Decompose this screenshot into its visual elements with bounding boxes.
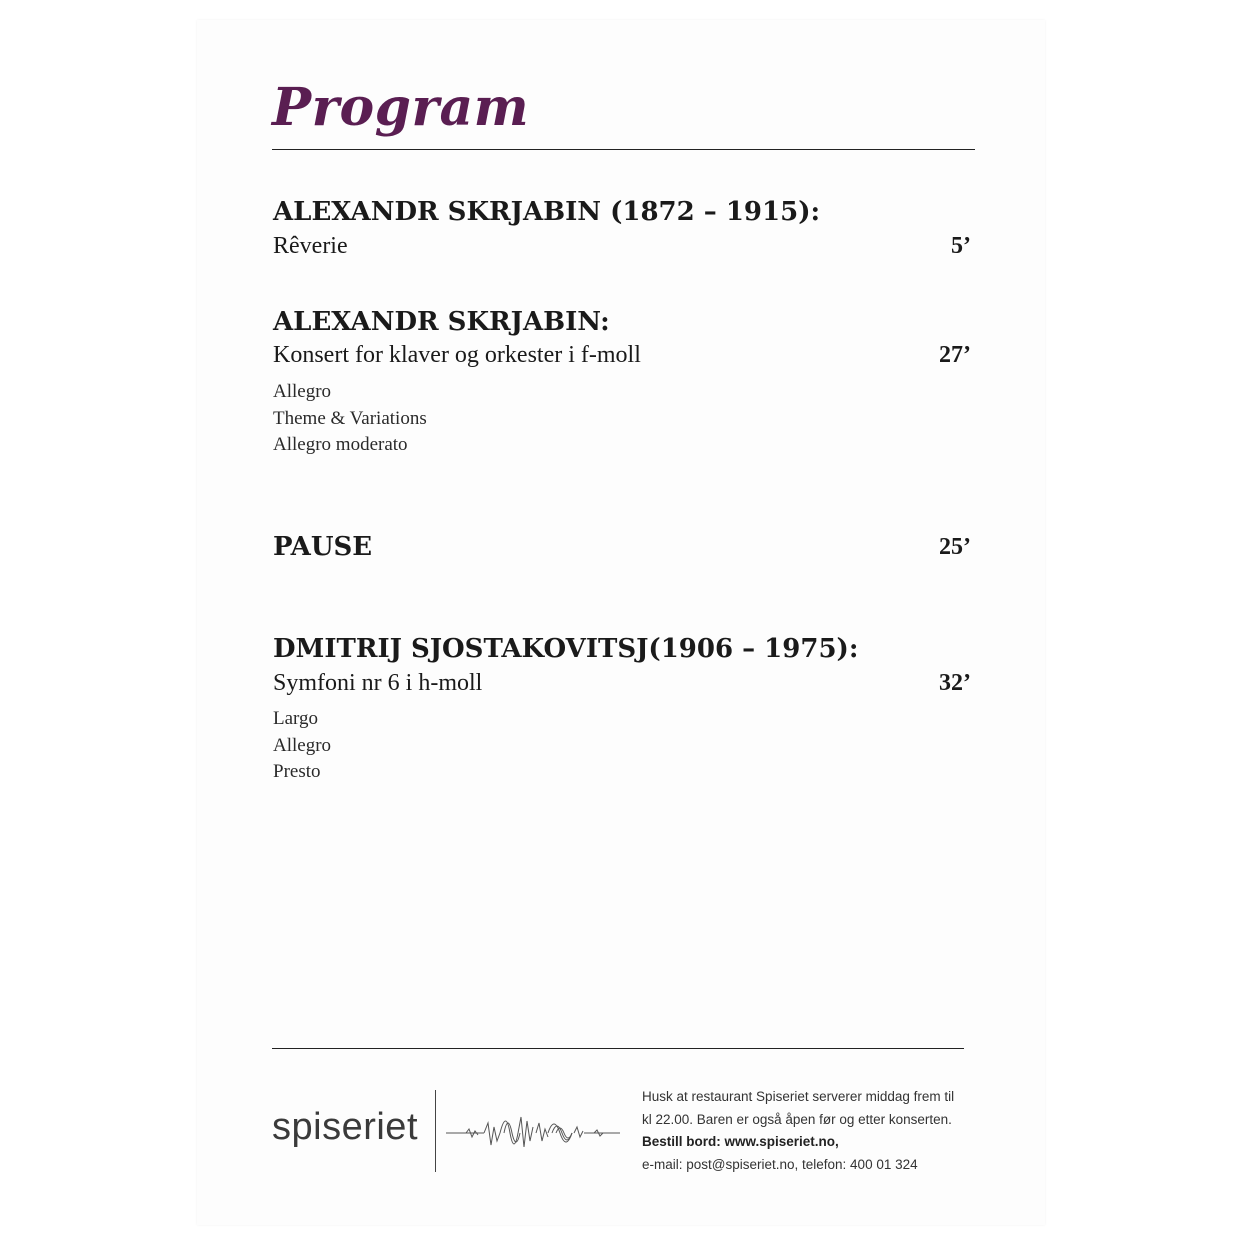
logo-separator [435, 1090, 436, 1172]
footer-line: Husk at restaurant Spiseriet serverer middag frem til [642, 1089, 955, 1104]
movement-list [273, 706, 331, 786]
duration: 5’ [951, 233, 971, 259]
movement-item: Allegro [273, 381, 332, 402]
composer-heading: ALEXANDR SKRJABIN (1872 – 1915): [273, 197, 821, 227]
page-title: Program [272, 77, 530, 138]
composer-heading: ALEXANDR SKRJABIN: [273, 307, 610, 337]
booking-link[interactable]: Bestill bord: www.spiseriet.no, [642, 1134, 839, 1149]
movement-item: Presto [273, 761, 321, 782]
work-title: Konsert for klaver og orkester i f-moll [273, 342, 641, 368]
pause-heading: PAUSE [273, 532, 373, 562]
duration: 27’ [939, 342, 971, 368]
contact-line[interactable]: e-mail: post@spiseriet.no, telefon: 400 01 324 [642, 1156, 918, 1172]
movement-item: Theme & Variations [273, 407, 427, 429]
title-divider [272, 149, 975, 150]
composer-heading: DMITRIJ SJOSTAKOVITSJ(1906 – 1975): [273, 634, 859, 664]
duration: 32’ [939, 670, 971, 696]
movement-list [273, 379, 427, 459]
movement-item: Allegro moderato [273, 434, 408, 455]
movement-item: Largo [273, 708, 319, 729]
duration: 25’ [939, 534, 971, 560]
movement-item: Allegro [273, 734, 332, 756]
sound-wave-icon [444, 1103, 622, 1159]
footer-info [642, 1086, 954, 1176]
footer-line: kl 22.00. Baren er også åpen før og etter konserten. [642, 1111, 952, 1127]
work-title: Symfoni nr 6 i h-moll [273, 670, 483, 696]
work-title: Rêverie [273, 233, 348, 259]
footer-divider-line [272, 1048, 964, 1049]
spiseriet-logo: spiseriet [272, 1106, 418, 1148]
